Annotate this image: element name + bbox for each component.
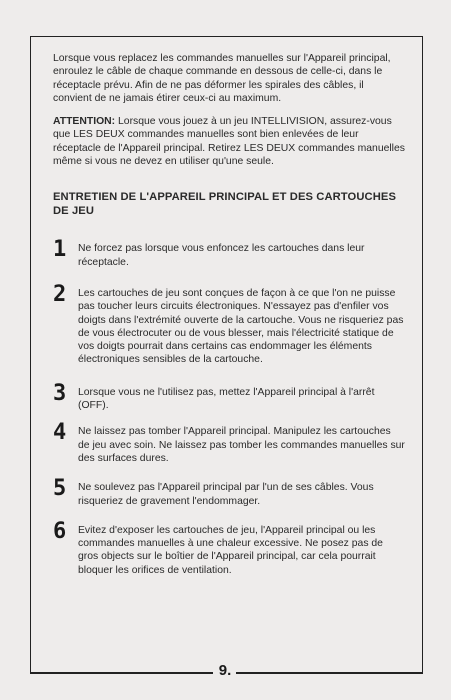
item-number: 2 <box>53 281 67 307</box>
care-list <box>53 237 405 577</box>
footer-rule-right <box>236 672 423 674</box>
attention-paragraph <box>53 115 405 168</box>
intro-paragraph: Lorsque vous replacez les commandes manuelles sur l'Appareil principal, enroulez le câble de chaque commande en dessous de celle-ci, dans le réceptacle prévu. Afin de ne pas déformer les spirales des câbles, il convient de ne jamais étirer ceux-ci au maximum. <box>53 53 391 104</box>
page-content <box>53 52 405 577</box>
item-number: 5 <box>53 476 67 502</box>
page-number: 9. <box>218 662 232 679</box>
section-heading: ENTRETIEN DE L'APPAREIL PRINCIPAL ET DES CARTOUCHES DE JEU <box>53 191 397 218</box>
item-number: 3 <box>53 380 67 406</box>
list-item <box>53 237 405 269</box>
list-item <box>53 380 405 413</box>
item-text: Ne forcez pas lorsque vous enfoncez les cartouches dans leur réceptacle. <box>78 243 365 268</box>
item-text: Ne soulevez pas l'Appareil principal par l'un de ses câbles. Vous risqueriez de gravement l'endommager. <box>78 482 374 507</box>
item-text: Evitez d'exposer les cartouches de jeu, l'Appareil principal ou les commandes manuelles à une chaleur excessive. Ne posez pas de gros objects sur le boîtier de l'Appareil principal, car cela pourrait bloquer les orifices de ventilation. <box>78 524 383 576</box>
item-text: Ne laissez pas tomber l'Appareil principal. Manipulez les cartouches de jeu avec soin. Ne laissez pas tomber les commandes manuelles sur des surfaces dures. <box>78 426 405 464</box>
item-number: 1 <box>53 237 67 263</box>
list-item <box>53 518 405 577</box>
item-number: 4 <box>53 420 67 446</box>
list-item <box>53 281 405 367</box>
footer-rule-left <box>30 672 213 674</box>
list-item <box>53 476 405 508</box>
list-item <box>53 420 405 465</box>
attention-label: ATTENTION: <box>53 116 116 128</box>
item-text: Les cartouches de jeu sont conçues de façon à ce que l'on ne puisse pas toucher leurs circuits électroniques. N'essayez pas d'enfiler vos doigts dans l'extrémité ouverte de la cartouche. Vous ne risqueriez pas de vous électrocuter ou de vous blesser, mais l'électricité statique de vos doigts pourrait dans certains cas endommager les éléments électroniques sensibles de la cartouche. <box>78 287 404 366</box>
item-text: Lorsque vous ne l'utilisez pas, mettez l'Appareil principal à l'arrêt (OFF). <box>78 386 375 412</box>
item-number: 6 <box>53 518 67 544</box>
attention-text: Lorsque vous jouez à un jeu INTELLIVISION, assurez-vous que LES DEUX commandes manuelles sont bien enlevées de leur réceptacle de l'Appareil principal. Retirez LES DEUX commandes manuelles même si vous ne devez en utiliser qu'une seule. <box>53 116 405 168</box>
